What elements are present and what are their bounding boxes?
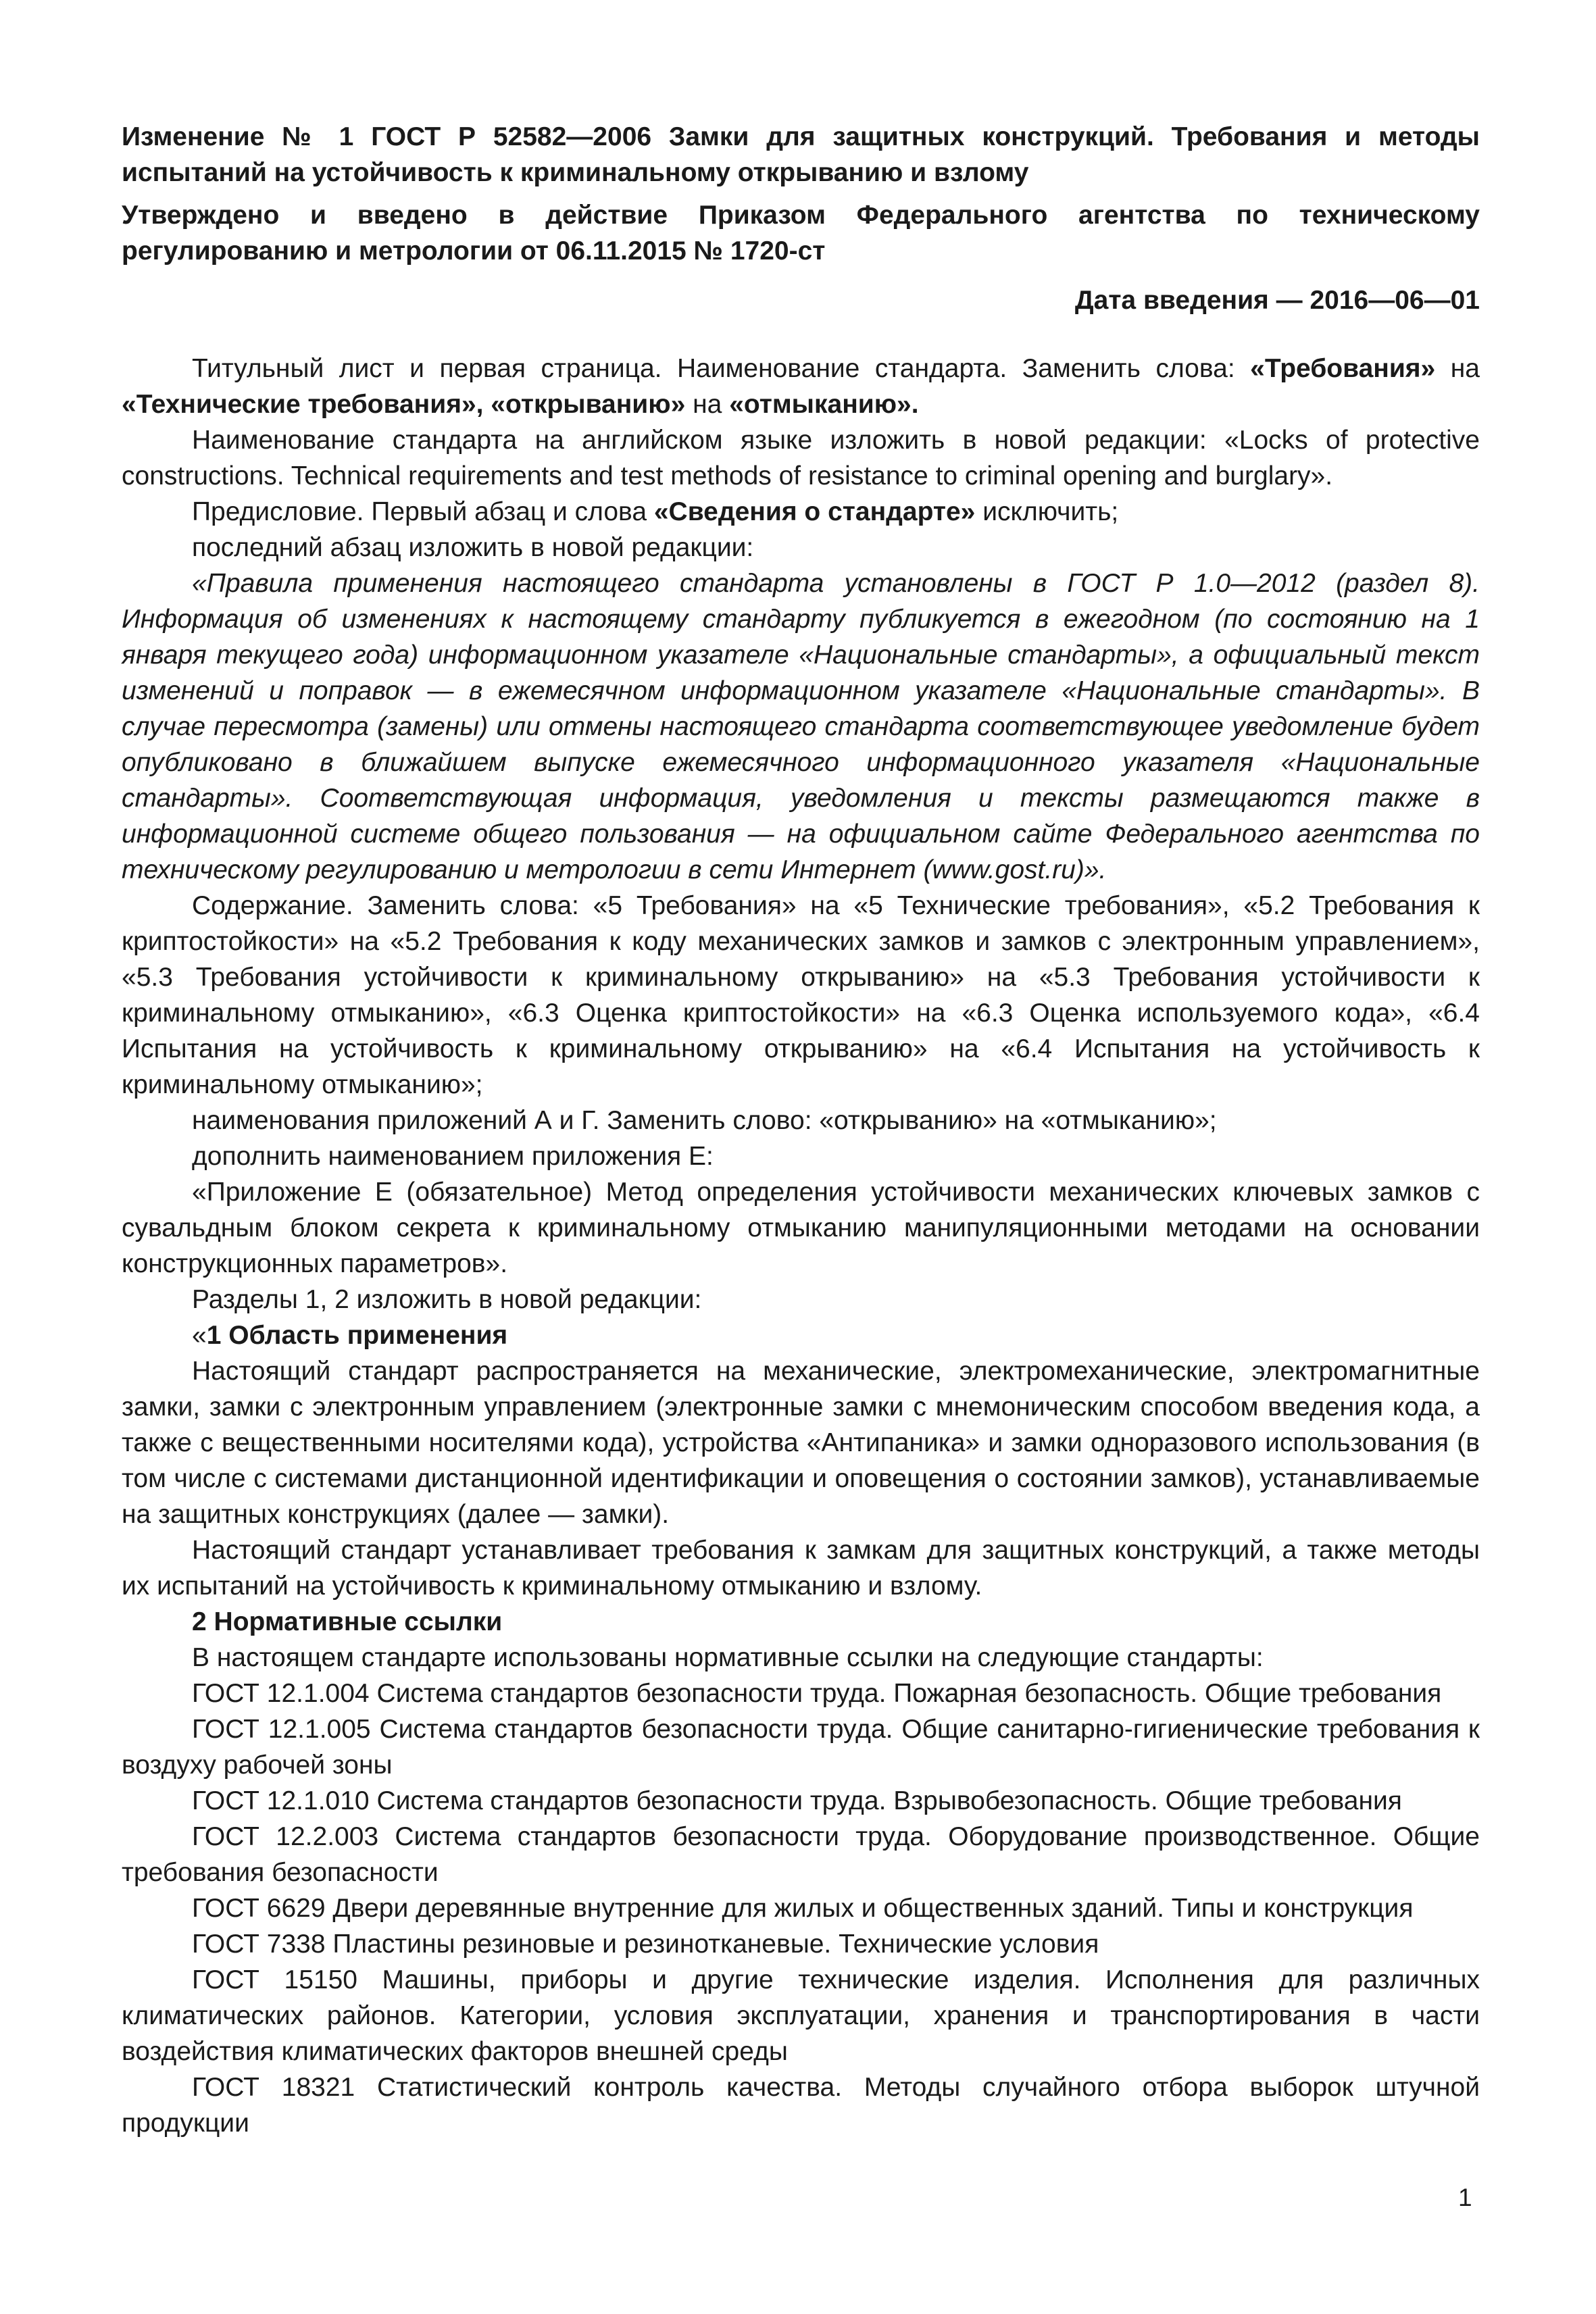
document-page bbox=[122, 119, 1480, 2141]
normative-reference: ГОСТ 12.1.004 Система стандартов безопасности труда. Пожарная безопасность. Общие требования bbox=[192, 1679, 1442, 1708]
paragraph-annex-e: «Приложение Е (обязательное) Метод определения устойчивости механических ключевых замков с сувальдным блоком секрета к криминальному отмыканию манипуляционными методами на основании конструкционных параметров». bbox=[122, 1178, 1480, 1278]
paragraph-title-page: Титульный лист и первая страница. Наименование стандарта. Заменить слова: «Требования» на «Технические требования», «открыванию» на «отмыканию». bbox=[122, 354, 1480, 419]
paragraph-contents: Содержание. Заменить слова: «5 Требования» на «5 Технические требования», «5.2 Требования к криптостойкости» на «5.2 Требования к коду механических замков и замков с электронным управлением», «5.3 Требования устойчивости к криминальному открыванию» на «5.3 Требования устойчивости к криминальному отмыканию», «6.3 Оценка криптостойкости» на «6.3 Оценка используемого кода», «6.4 Испытания на устойчивость к криминальному открыванию» на «6.4 Испытания на устойчивость к криминальному отмыканию»; bbox=[122, 891, 1480, 1099]
paragraph-foreword: Предисловие. Первый абзац и слова «Сведения о стандарте» исключить; bbox=[192, 497, 1119, 526]
paragraph-last-paragraph: последний абзац изложить в новой редакции: bbox=[192, 533, 754, 562]
paragraph-annex-names: наименования приложений А и Г. Заменить слово: «открыванию» на «отмыканию»; bbox=[192, 1106, 1217, 1135]
paragraph-english-title: Наименование стандарта на английском языке изложить в новой редакции: «Locks of protective constructions. Technical requirements and test methods of resistance to criminal opening and burglary». bbox=[122, 426, 1480, 491]
normative-reference: ГОСТ 12.1.005 Система стандартов безопасности труда. Общие санитарно-гигиенические требования к воздуху рабочей зоны bbox=[122, 1715, 1480, 1780]
normative-reference: ГОСТ 18321 Статистический контроль качества. Методы случайного отбора выборок штучной продукции bbox=[122, 2073, 1480, 2138]
section-2-heading: 2 Нормативные ссылки bbox=[192, 1607, 503, 1636]
normative-reference: ГОСТ 12.1.010 Система стандартов безопасности труда. Взрывобезопасность. Общие требования bbox=[192, 1786, 1402, 1815]
approval-statement: Утверждено и введено в действие Приказом Федерального агентства по техническому регулированию и метрологии от 06.11.2015 № 1720-ст bbox=[122, 201, 1480, 266]
effective-date: Дата введения — 2016—06—01 bbox=[1074, 286, 1480, 315]
normative-reference: ГОСТ 6629 Двери деревянные внутренние для жилых и общественных зданий. Типы и конструкция bbox=[192, 1894, 1414, 1923]
normative-reference: ГОСТ 7338 Пластины резиновые и резинотканевые. Технические условия bbox=[192, 1930, 1099, 1959]
page-number: 1 bbox=[1458, 2184, 1472, 2211]
document-title: Изменение № 1 ГОСТ Р 52582—2006 Замки для защитных конструкций. Требования и методы испытаний на устойчивость к криминальному открыванию и взлому bbox=[122, 122, 1480, 187]
normative-reference: ГОСТ 15150 Машины, приборы и другие технические изделия. Исполнения для различных климатических районов. Категории, условия эксплуатации, хранения и транспортирования в части воздействия климатических факторов внешней среды bbox=[122, 1965, 1480, 2066]
paragraph-normative-intro: В настоящем стандарте использованы нормативные ссылки на следующие стандарты: bbox=[192, 1643, 1264, 1672]
paragraph-rules-quote: «Правила применения настоящего стандарта установлены в ГОСТ Р 1.0—2012 (раздел 8). Информация об изменениях к настоящему стандарту публикуется в ежегодном (по состоянию на 1 января текущего года) информационном указателе «Национальные стандарты», а официальный текст изменений и поправок — в ежемесячном информационном указателе «Национальные стандарты». В случае пересмотра (замены) или отмены настоящего стандарта соответствующее уведомление будет опубликовано в ближайшем выпуске ежемесячного информационного указателя «Национальные стандарты». Соответствующая информация, уведомления и тексты размещаются также в информационной системе общего пользования — на официальном сайте Федерального агентства по техническому регулированию и метрологии в сети Интернет (www.gost.ru)». bbox=[122, 569, 1480, 884]
paragraph-scope-methods: Настоящий стандарт устанавливает требования к замкам для защитных конструкций, а также методы их испытаний на устойчивость к криминальному отмыканию и взлому. bbox=[122, 1536, 1480, 1601]
paragraph-sections: Разделы 1, 2 изложить в новой редакции: bbox=[192, 1285, 702, 1314]
paragraph-scope: Настоящий стандарт распространяется на механические, электромеханические, электромагнитные замки, замки с электронным управлением (электронные замки с мнемоническим способом введения кода, а также с вещественными носителями кода), устройства «Антипаника» и замки одноразового использования (в том числе с системами дистанционной идентификации и оповещения о состоянии замков), устанавливаемые на защитных конструкциях (далее — замки). bbox=[122, 1357, 1480, 1529]
section-1-heading: «1 Область применения bbox=[192, 1321, 508, 1350]
normative-reference: ГОСТ 12.2.003 Система стандартов безопасности труда. Оборудование производственное. Общие требования безопасности bbox=[122, 1822, 1480, 1887]
paragraph-add-annex: дополнить наименованием приложения Е: bbox=[192, 1142, 714, 1171]
